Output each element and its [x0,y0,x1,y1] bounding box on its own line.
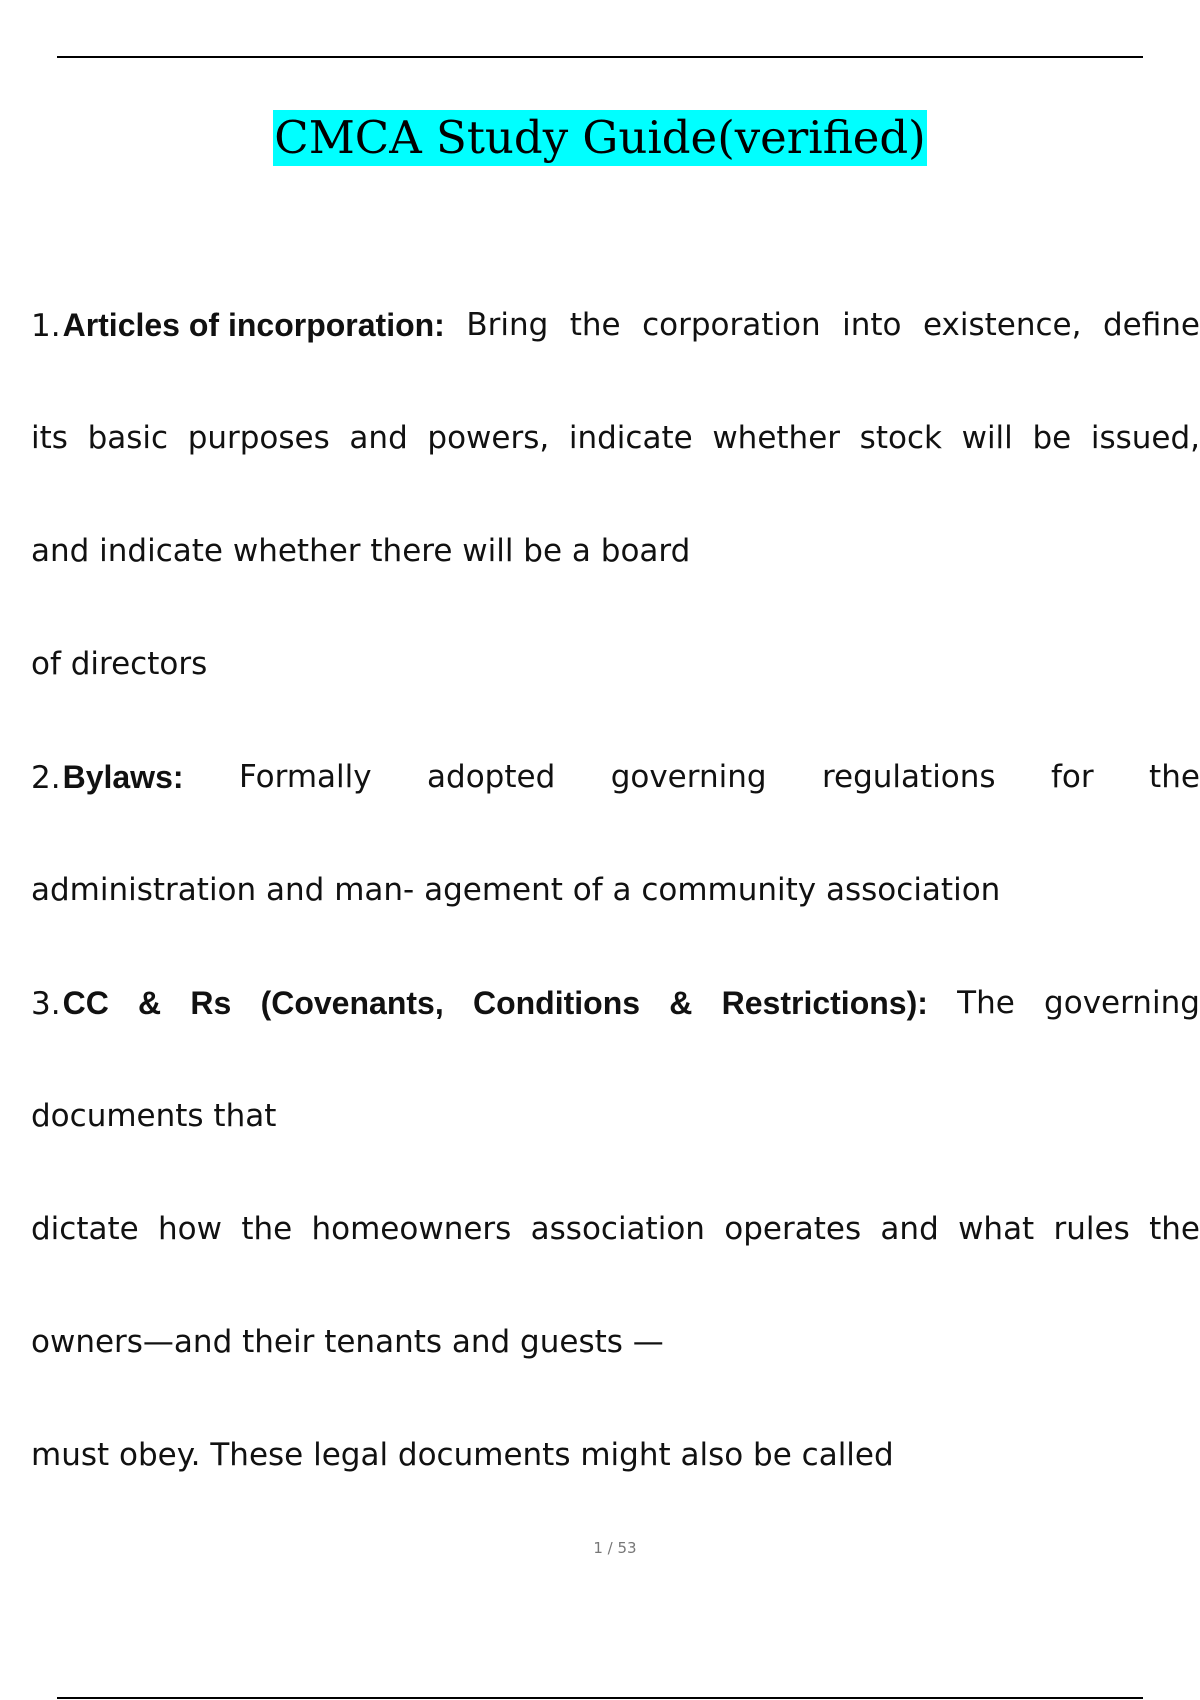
item-3-line-3 [31,1209,1200,1249]
word: powers, [427,420,550,456]
item-2-line-2: administration and man- agement of a community association [31,872,1001,908]
word: indicate [568,420,693,456]
word: adopted [427,759,556,795]
item-3-heading [31,983,109,1024]
item-3-term-word: & [669,985,693,1021]
item-3-line-5: must obey. These legal documents might also be called [31,1437,894,1473]
word: the [569,307,621,343]
word: governing [1044,985,1200,1021]
word: the [1149,1211,1200,1247]
item-3-term-word: & [138,985,162,1021]
item-1-line-2 [31,418,1200,458]
word: existence, [923,307,1082,343]
item-3-term-word: CC [62,985,109,1021]
item-2-term: Bylaws: [62,759,184,795]
word: governing [610,759,767,795]
word: operates [724,1211,862,1247]
word: Bring [466,307,549,343]
word: purposes [187,420,330,456]
word: be [1032,420,1072,456]
item-2-number: 2. [31,760,61,796]
word: its [31,420,68,456]
word: homeowners [311,1211,512,1247]
word: define [1102,307,1200,343]
word: whether [712,420,841,456]
word: will [961,420,1013,456]
word: regulations [821,759,996,795]
word: issued, [1090,420,1200,456]
item-3-term-word: Restrictions): [721,985,928,1021]
word: rules [1053,1211,1130,1247]
item-2-heading [31,757,184,798]
item-3-term-word: Conditions [472,985,641,1021]
word: how [158,1211,222,1247]
word: the [1149,759,1200,795]
item-2-line-1 [31,757,1200,798]
item-1-heading [31,305,445,346]
item-1-line-4: of directors [31,646,208,682]
page-number: 1 / 53 [593,1539,637,1557]
item-3-line-4: owners—and their tenants and guests — [31,1324,664,1360]
item-3-number: 3. [31,986,61,1022]
word: stock [859,420,942,456]
word: association [530,1211,705,1247]
item-3-term-word: Rs [190,985,232,1021]
item-3-line-2: documents that [31,1098,277,1134]
word: into [842,307,902,343]
item-1-line-3: and indicate whether there will be a board [31,533,691,569]
document-title: CMCA Study Guide(verified) [274,111,926,164]
bottom-rule [57,1697,1143,1699]
word: dictate [31,1211,139,1247]
item-1-line-1 [31,305,1200,346]
word: and [349,420,408,456]
word: The [957,985,1015,1021]
word: the [241,1211,293,1247]
item-1-number: 1. [31,308,61,344]
word: for [1051,759,1094,795]
word: basic [87,420,169,456]
word: corporation [642,307,821,343]
item-3-term-word: (Covenants, [260,985,444,1021]
word: Formally [238,759,372,795]
title-block [0,110,1200,166]
word: what [958,1211,1035,1247]
item-3-line-1 [31,983,1200,1024]
top-rule [57,56,1143,58]
item-1-term: Articles of incorporation: [62,307,445,343]
word: and [880,1211,939,1247]
